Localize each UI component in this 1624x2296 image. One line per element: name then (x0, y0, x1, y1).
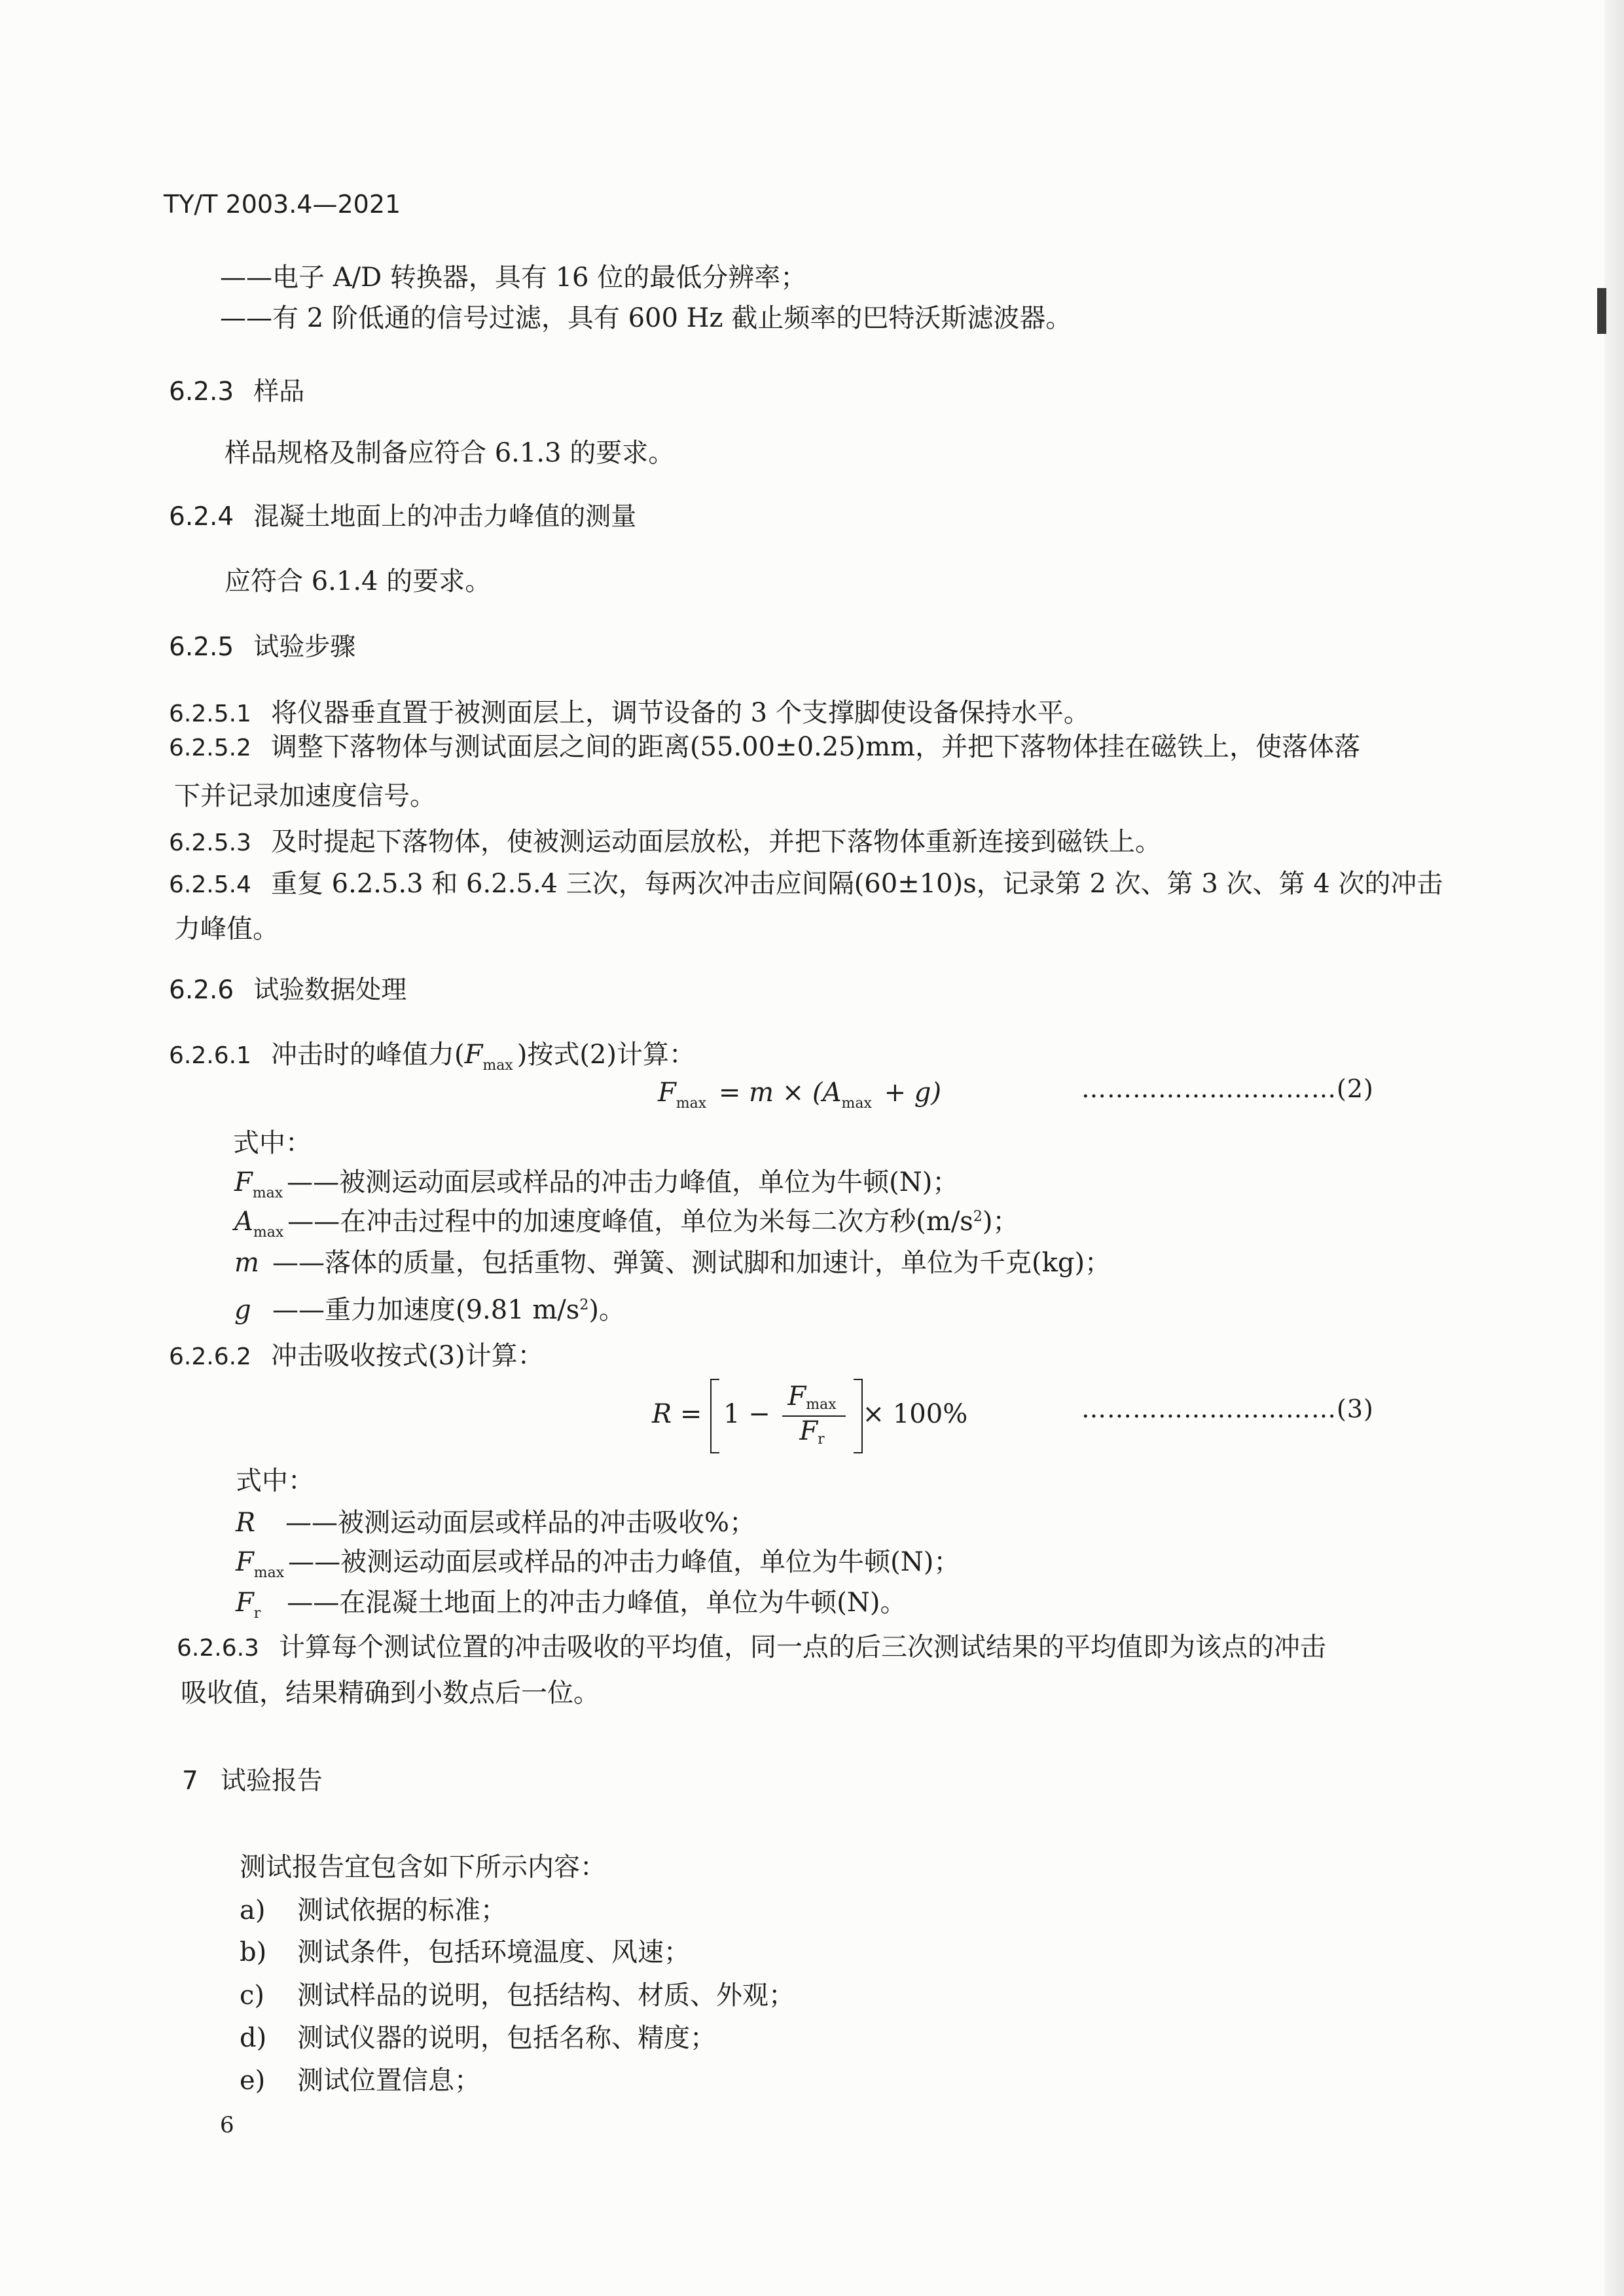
formula-subscript: max (253, 1224, 284, 1241)
clause-text: 冲击时的峰值力( (270, 1040, 465, 1070)
section-heading-6-2-3 (169, 375, 304, 409)
formula-body: R = (652, 1399, 711, 1429)
clause-text-continued: 吸收值，结果精确到小数点后一位。 (181, 1678, 600, 1708)
clause-text: 及时提起下落物体，使被测运动面层放松，并把下落物体重新连接到磁铁上。 (270, 827, 1161, 857)
clause-number: 6.2.5.2 (169, 735, 251, 761)
section-number: 6.2.4 (169, 502, 234, 532)
clause-number: 6.2.6.2 (169, 1343, 251, 1370)
where-label: 式中： (233, 1128, 312, 1158)
formula-symbol: m (234, 1248, 259, 1278)
formula-symbol: F (799, 1416, 818, 1446)
list-text: 测试样品的说明，包括结构、材质、外观； (297, 1980, 795, 2011)
formula-subscript: r (253, 1605, 261, 1622)
definition-text: )。 (588, 1295, 625, 1325)
clause-number: 6.2.5.4 (169, 871, 251, 898)
section-heading-6-2-4 (169, 500, 636, 534)
right-bracket (854, 1379, 863, 1453)
section-title: 样品 (253, 377, 305, 407)
clause-text: 调整下落物体与测试面层之间的距离(55.00±0.25)mm，并把下落物体挂在磁铁上，使落体落 (270, 732, 1361, 762)
clause-text: 冲击吸收按式(3)计算： (270, 1341, 544, 1371)
formula-symbol: g (234, 1295, 251, 1325)
definition-text: )； (982, 1207, 1019, 1237)
list-item: ——电子 A/D 转换器，具有 16 位的最低分辨率； (220, 263, 807, 293)
equation-number: …………………………(2) (1081, 1074, 1374, 1103)
section-heading-6-2-6 (169, 974, 406, 1008)
list-item (240, 1935, 690, 1969)
symbol-definition (236, 1586, 907, 1624)
page-number: 6 (220, 2112, 234, 2138)
formula-body: 1 − (723, 1399, 779, 1429)
clause-text-continued: 力峰值。 (174, 914, 279, 944)
formula-symbol: F (234, 1167, 253, 1197)
list-label: a) (240, 1895, 266, 1925)
definition-text: ——在冲击过程中的加速度峰值，单位为米每二次方秒(m/s (287, 1207, 973, 1237)
definition-text: ——被测运动面层或样品的冲击吸收%； (285, 1508, 756, 1538)
formula-symbol: F (658, 1078, 676, 1108)
symbol-definition (234, 1205, 1019, 1243)
formula-body: × 100% (862, 1399, 968, 1429)
section-heading-6-2-5 (169, 630, 355, 665)
paragraph: 应符合 6.1.4 的要求。 (225, 566, 492, 596)
symbol-definition (234, 1165, 958, 1204)
section-title: 混凝土地面上的冲击力峰值的测量 (253, 502, 637, 532)
definition-text: ——落体的质量，包括重物、弹簧、测试脚和加速计，单位为千克(kg)； (272, 1248, 1111, 1278)
superscript: 2 (579, 1297, 589, 1313)
definition-text: ——被测运动面层或样品的冲击力峰值，单位为牛顿(N)； (287, 1167, 959, 1197)
clause-6-2-5-1 (169, 696, 1090, 731)
list-label: d) (240, 2023, 267, 2053)
formula-subscript: max (841, 1095, 872, 1112)
fraction-numerator (782, 1382, 845, 1417)
section-number: 7 (182, 1766, 198, 1796)
clause-text: )按式(2)计算： (516, 1040, 695, 1070)
clause-6-2-5-2 (169, 730, 1360, 765)
equation-number: …………………………(3) (1081, 1394, 1374, 1423)
list-item: ——有 2 阶低通的信号过滤，具有 600 Hz 截止频率的巴特沃斯滤波器。 (220, 303, 1072, 333)
section-title: 试验报告 (220, 1766, 323, 1796)
formula-subscript: max (676, 1095, 707, 1112)
scan-edge-shadow (1604, 0, 1624, 2296)
symbol-definition (234, 1293, 625, 1332)
clause-number: 6.2.6.1 (169, 1042, 251, 1069)
fraction-denominator (782, 1417, 845, 1450)
superscript: 2 (973, 1209, 983, 1225)
list-item (240, 2064, 480, 2098)
list-text: 测试条件，包括环境温度、风速； (297, 1937, 690, 1967)
section-number: 6.2.3 (169, 377, 234, 407)
formula-symbol: F (464, 1040, 483, 1070)
list-item (240, 1893, 507, 1927)
equation-3 (652, 1375, 967, 1453)
clause-text: 重复 6.2.5.3 和 6.2.5.4 三次，每两次冲击应间隔(60±10)s，记录第 2 次、第 3 次、第 4 次的冲击 (270, 869, 1443, 899)
clause-text: 计算每个测试位置的冲击吸收的平均值，同一点的后三次测试结果的平均值即为该点的冲击 (278, 1632, 1326, 1662)
equation-2 (658, 1076, 941, 1114)
formula-subscript: max (482, 1057, 513, 1074)
clause-6-2-6-1 (169, 1038, 695, 1076)
section-title: 试验数据处理 (253, 975, 407, 1005)
formula-body: + g) (875, 1078, 942, 1108)
definition-text: ——在混凝土地面上的冲击力峰值，单位为牛顿(N)。 (287, 1588, 907, 1618)
clause-number: 6.2.5.1 (169, 701, 251, 727)
list-item (240, 2021, 716, 2055)
clause-6-2-5-4 (169, 867, 1443, 902)
formula-subscript: max (253, 1565, 285, 1581)
symbol-definition (236, 1506, 755, 1540)
clause-text-continued: 下并记录加速度信号。 (174, 781, 436, 811)
where-label: 式中： (236, 1466, 314, 1496)
formula-symbol: R (236, 1508, 256, 1538)
clause-6-2-6-3 (177, 1630, 1326, 1666)
list-text: 测试依据的标准； (297, 1895, 507, 1925)
list-text: 测试位置信息； (297, 2066, 480, 2096)
formula-body: = m × (A (710, 1078, 842, 1108)
formula-subscript: max (806, 1396, 837, 1413)
formula-symbol: F (236, 1588, 254, 1618)
formula-symbol: F (236, 1547, 254, 1577)
clause-6-2-6-2 (169, 1339, 544, 1374)
formula-subscript: r (818, 1431, 825, 1448)
left-bracket (710, 1379, 719, 1453)
formula-symbol: A (234, 1207, 253, 1237)
definition-text: ——被测运动面层或样品的冲击力峰值，单位为牛顿(N)； (288, 1547, 960, 1577)
standard-code-header: TY/T 2003.4—2021 (164, 190, 401, 219)
list-label: e) (240, 2066, 266, 2096)
list-label: c) (240, 1980, 265, 2011)
symbol-definition (234, 1246, 1111, 1280)
paragraph: 测试报告宜包含如下所示内容： (240, 1852, 606, 1882)
fraction (782, 1382, 845, 1450)
section-number: 6.2.5 (169, 632, 234, 662)
definition-text: ——重力加速度(9.81 m/s (272, 1295, 580, 1325)
clause-6-2-5-3 (169, 825, 1161, 860)
clause-text: 将仪器垂直置于被测面层上，调节设备的 3 个支撑脚使设备保持水平。 (270, 698, 1090, 728)
section-number: 6.2.6 (169, 975, 234, 1005)
list-text: 测试仪器的说明，包括名称、精度； (297, 2023, 716, 2053)
list-item (240, 1978, 795, 2013)
section-title: 试验步骤 (253, 632, 356, 662)
formula-subscript: max (252, 1185, 283, 1201)
symbol-definition (236, 1545, 960, 1584)
section-heading-7 (182, 1764, 323, 1798)
formula-symbol: F (787, 1381, 806, 1412)
list-label: b) (240, 1937, 267, 1967)
paragraph: 样品规格及制备应符合 6.1.3 的要求。 (225, 438, 675, 468)
clause-number: 6.2.5.3 (169, 829, 251, 856)
clause-number: 6.2.6.3 (177, 1635, 259, 1662)
scan-margin-mark (1597, 288, 1606, 334)
